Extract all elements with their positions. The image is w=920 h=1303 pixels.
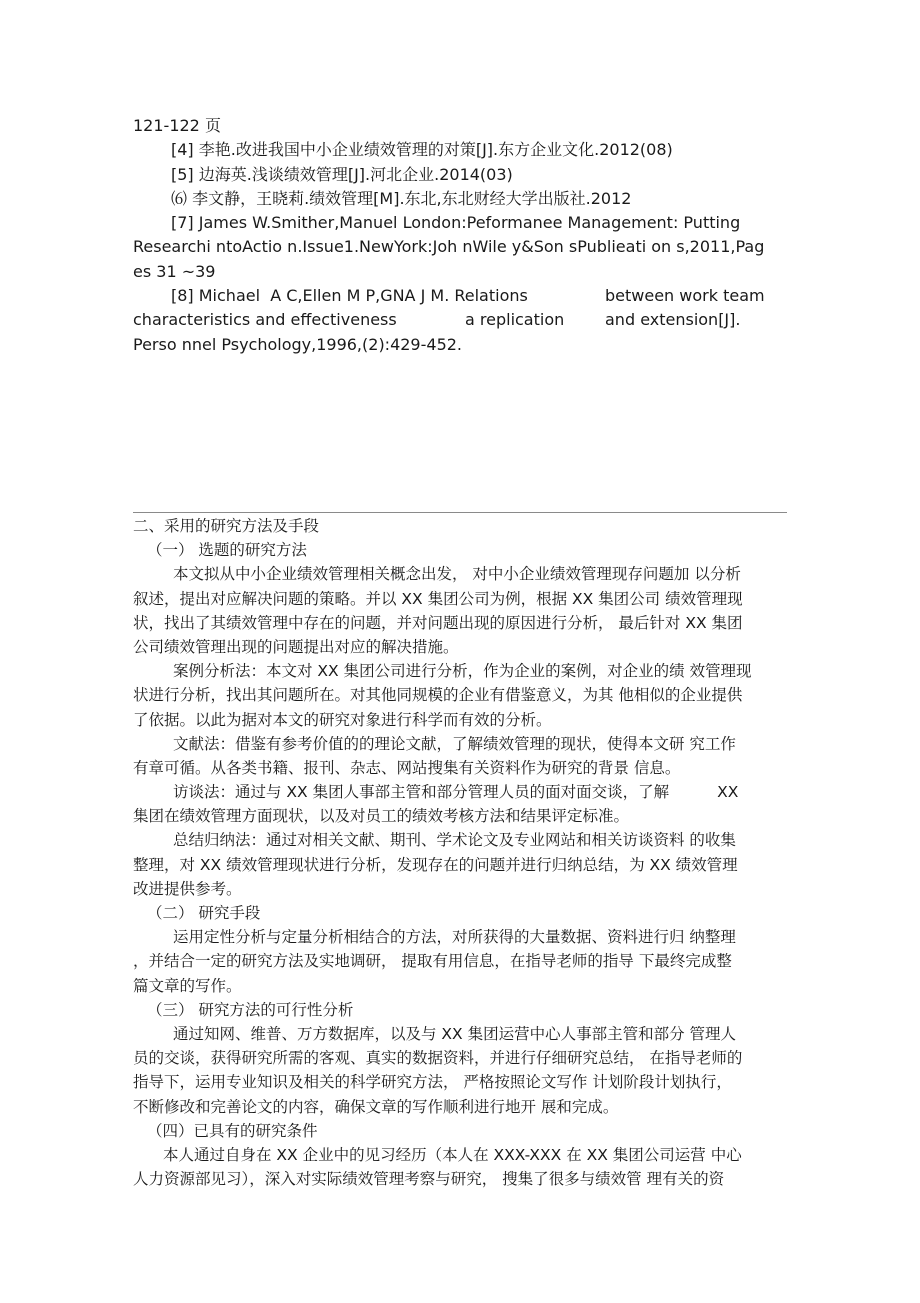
paragraph-1-line: 叙述，提出对应解决问题的策略。并以 XX 集团公司为例，根据 XX 集团公司 绩效管理现 — [133, 589, 743, 608]
paragraph-4-xx: XX — [717, 783, 739, 802]
references-list — [133, 114, 773, 357]
paragraph-1-line: 公司绩效管理出现的问题提出对应的解决措施。 — [133, 637, 459, 656]
paragraph-5-line: 整理，对 XX 绩效管理现状进行分析，发现存在的问题并进行归纳总结，为 XX 绩效管理 — [133, 855, 738, 874]
paragraph-3-line: 文献法：借鉴有参考价值的的理论文献，了解绩效管理的现状，使得本文研 究工作 — [173, 734, 736, 753]
reference-8-part-b: between work team — [605, 286, 765, 306]
paragraph-7-line: 指导下，运用专业知识及相关的科学研究方法， 严格按照论文写作 计划阶段计划执行， — [133, 1073, 732, 1092]
paragraph-7-line: 不断修改和完善论文的内容，确保文章的写作顺利进行地开 展和完成。 — [133, 1097, 619, 1116]
paragraph-7-line: 通过知网、维普、万方数据库，以及与 XX 集团运营中心人事部主管和部分 管理人 — [173, 1024, 737, 1043]
reference-7-line-2: Researchi ntoActio n.Issue1.NewYork:Joh nWile y&Son sPublieati on s,2011,Pag — [133, 237, 765, 257]
paragraph-4-line: 集团在绩效管理方面现状，以及对员工的绩效考核方法和结果评定标准。 — [133, 807, 630, 826]
paragraph-6-line: 篇文章的写作。 — [133, 976, 242, 995]
paragraph-3-line: 有章可循。从各类书籍、报刊、杂志、网站搜集有关资料作为研究的背景 信息。 — [133, 758, 681, 777]
section-heading: 二、采用的研究方法及手段 — [133, 517, 320, 535]
reference-3-tail: 121-122 页 — [133, 116, 221, 135]
paragraph-2-line: 案例分析法：本文对 XX 集团公司进行分析，作为企业的案例，对企业的绩 效管理现 — [173, 662, 752, 681]
reference-4: [4] 李艳.改进我国中小企业绩效管理的对策[J].东方企业文化.2012(08) — [171, 140, 673, 160]
subsection-2-heading: （二） 研究手段 — [147, 904, 261, 922]
reference-5: [5] 边海英.浅谈绩效管理[J].河北企业.2014(03) — [171, 164, 513, 184]
section-2 — [133, 514, 793, 1191]
reference-6: ⑹ 李文静，王晓莉.绩效管理[M].东北,东北财经大学出版社.2012 — [171, 188, 632, 208]
reference-8-part-a: [8] Michael A C,Ellen M P,GNA J M. Relations — [171, 286, 528, 306]
reference-7-line-1: [7] James W.Smither,Manuel London:Peformanee Management: Putting — [171, 213, 741, 233]
reference-8 — [133, 284, 773, 357]
paragraph-2-line: 了依据。以此为据对本文的研究对象进行科学而有效的分析。 — [133, 710, 552, 729]
paragraph-8-line: 本人通过自身在 XX 企业中的见习经历（本人在 XXX-XXX 在 XX 集团公司运营 中心 — [163, 1145, 742, 1164]
paragraph-1-line: 本文拟从中小企业绩效管理相关概念出发， 对中小企业绩效管理现存问题加 以分析 — [173, 565, 741, 584]
paragraph-7-line: 员的交谈，获得研究所需的客观、真实的数据资料，并进行仔细研究总结， 在指导老师的 — [133, 1049, 743, 1068]
paragraph-2-line: 状进行分析，找出其问题所在。对其他同规模的企业有借鉴意义，为其 他相似的企业提供 — [133, 686, 743, 705]
reference-8-part-d: a replication — [465, 310, 565, 330]
paragraph-4-line — [133, 780, 793, 804]
subsection-1-heading: （一） 选题的研究方法 — [147, 541, 307, 560]
paragraph-1-line: 状，找出了其绩效管理中存在的问题，并对问题出现的原因进行分析， 最后针对 XX 集团 — [133, 613, 743, 632]
reference-8-part-c: characteristics and effectiveness — [133, 310, 397, 330]
paragraph-6-line: ，并结合一定的研究方法及实地调研， 提取有用信息，在指导老师的指导 下最终完成整 — [133, 952, 732, 971]
paragraph-6-line: 运用定性分析与定量分析相结合的方法，对所获得的大量数据、资料进行归 纳整理 — [173, 928, 736, 947]
subsection-4-heading: （四）已具有的研究条件 — [147, 1121, 318, 1140]
paragraph-5-line: 改进提供参考。 — [133, 879, 242, 898]
paragraph-5-line: 总结归纳法：通过对相关文献、期刊、学术论文及专业网站和相关访谈资料 的收集 — [173, 831, 736, 850]
reference-7-line-3: es 31 ~39 — [133, 261, 216, 281]
paragraph-8-line: 人力资源部见习），深入对实际绩效管理考察与研究， 搜集了很多与绩效管 理有关的资 — [133, 1170, 725, 1189]
section-divider — [133, 512, 787, 513]
reference-8-part-f: Perso nnel Psychology,1996,(2):429-452. — [133, 334, 463, 354]
paragraph-4-text: 访谈法：通过与 XX 集团人事部主管和部分管理人员的面对面交谈，了解 — [173, 783, 670, 802]
reference-8-part-e: and extension[J]. — [605, 310, 741, 330]
subsection-3-heading: （三） 研究方法的可行性分析 — [147, 1000, 354, 1019]
